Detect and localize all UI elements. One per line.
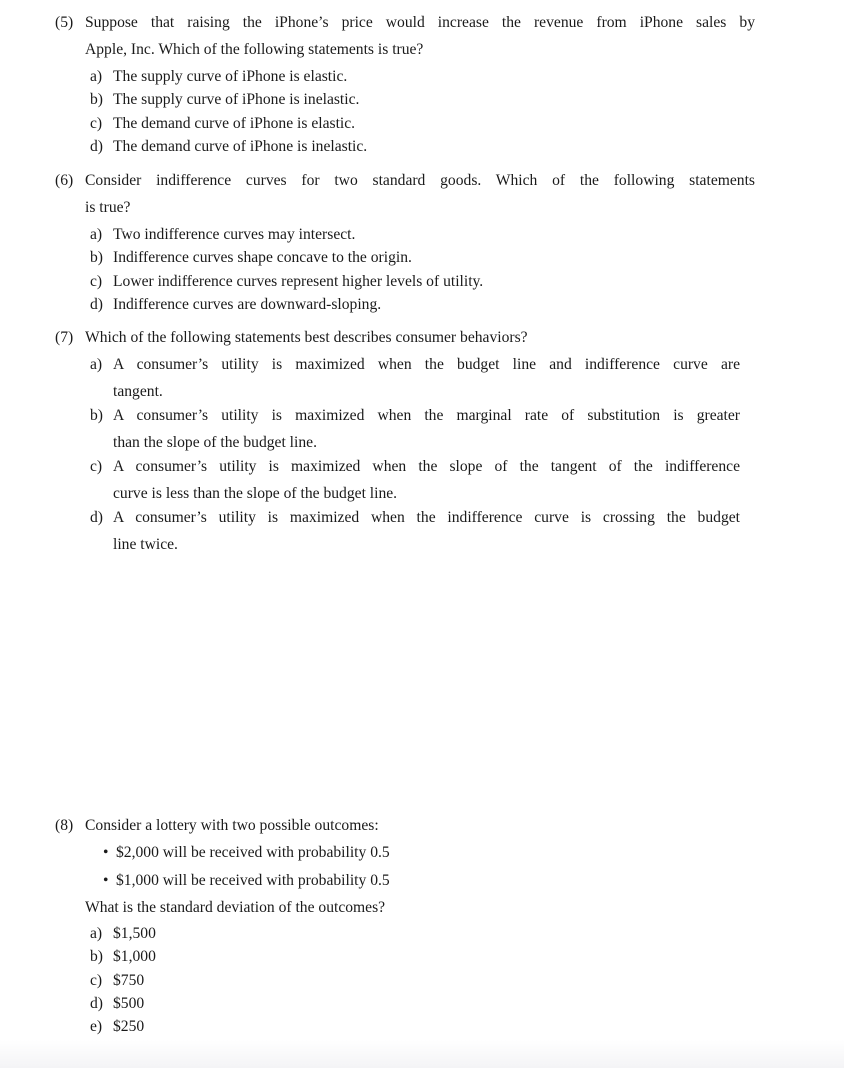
option-text: A consumer’s utility is maximized when the slope of the tangent of the indifference — [113, 458, 740, 475]
option-d — [90, 504, 755, 558]
option-b — [90, 88, 755, 111]
question-6 — [55, 167, 755, 316]
option-label: e) — [90, 1018, 103, 1036]
bullet-text: $2,000 will be received with probability 0.5 — [116, 844, 390, 861]
question-number: (6) — [55, 172, 74, 189]
options-list — [90, 351, 755, 558]
option-d — [90, 135, 755, 158]
options-list — [90, 223, 755, 316]
option-text: Indifference curves are downward-sloping. — [113, 295, 382, 313]
option-label: a) — [90, 356, 103, 373]
option-label: b) — [90, 407, 103, 424]
question-6-line-2 — [55, 194, 755, 221]
question-text: is true? — [85, 199, 131, 216]
bullet-icon: • — [103, 871, 109, 889]
option-text-continued: tangent. — [113, 383, 163, 400]
option-label: a) — [90, 68, 103, 85]
question-text: Apple, Inc. Which of the following statements is true? — [85, 41, 424, 58]
option-label: a) — [90, 925, 103, 942]
option-text: $250 — [113, 1018, 145, 1036]
option-c — [90, 453, 755, 507]
question-text: Consider indifference curves for two standard goods. Which of the following statements — [85, 172, 755, 189]
option-text: A consumer’s utility is maximized when the marginal rate of substitution is greater — [113, 407, 740, 424]
option-a — [90, 922, 755, 945]
option-b — [90, 402, 755, 456]
option-text: The demand curve of iPhone is inelastic. — [113, 137, 368, 155]
option-a — [90, 223, 755, 246]
option-d — [90, 293, 755, 316]
option-label: b) — [90, 948, 103, 966]
question-5-line-2 — [55, 36, 755, 63]
option-d — [90, 992, 755, 1015]
option-label: b) — [90, 249, 103, 267]
option-text: $750 — [113, 971, 145, 989]
option-c — [90, 969, 755, 992]
bullet-item — [103, 839, 755, 867]
option-text-continued: curve is less than the slope of the budget line. — [113, 485, 398, 502]
option-text-continued: line twice. — [113, 536, 178, 553]
question-6-line-1 — [55, 167, 755, 194]
question-8 — [55, 812, 755, 1038]
question-5 — [55, 9, 755, 158]
option-label: d) — [90, 509, 103, 526]
option-text: Two indifference curves may intersect. — [113, 226, 356, 243]
option-text: A consumer’s utility is maximized when the budget line and indifference curve are — [113, 356, 740, 373]
options-list — [90, 65, 755, 158]
question-number: (8) — [55, 817, 74, 834]
option-text: The supply curve of iPhone is elastic. — [113, 68, 348, 85]
option-e — [90, 1015, 755, 1038]
bullet-icon: • — [103, 844, 109, 861]
option-text: $1,500 — [113, 925, 156, 942]
option-c — [90, 270, 755, 293]
question-5-line-1 — [55, 9, 755, 36]
option-text: The demand curve of iPhone is elastic. — [113, 114, 356, 132]
option-b — [90, 945, 755, 968]
page-bottom-edge — [0, 1040, 844, 1068]
question-7 — [55, 324, 755, 558]
question-text: Which of the following statements best describes consumer behaviors? — [85, 329, 528, 346]
options-list — [90, 922, 755, 1038]
option-label: c) — [90, 971, 103, 989]
option-label: c) — [90, 272, 103, 290]
question-8-line-1 — [55, 812, 755, 839]
question-text: Suppose that raising the iPhone’s price would increase the revenue from iPhone sales by — [85, 14, 755, 31]
question-number: (7) — [55, 329, 74, 346]
option-a — [90, 65, 755, 88]
option-label: b) — [90, 91, 103, 109]
option-a — [90, 351, 755, 405]
option-text: A consumer’s utility is maximized when the indifference curve is crossing the budget — [113, 509, 740, 526]
option-label: d) — [90, 295, 103, 313]
question-text: Consider a lottery with two possible outcomes: — [85, 817, 379, 834]
option-text: The supply curve of iPhone is inelastic. — [113, 91, 360, 109]
question-number: (5) — [55, 14, 74, 31]
option-text: $1,000 — [113, 948, 156, 966]
option-text: $500 — [113, 994, 145, 1012]
question-followup: What is the standard deviation of the outcomes? — [85, 899, 386, 916]
option-b — [90, 246, 755, 269]
option-text-continued: than the slope of the budget line. — [113, 434, 317, 451]
option-text: Indifference curves shape concave to the origin. — [113, 249, 412, 267]
bullet-list — [103, 839, 755, 894]
bullet-text: $1,000 will be received with probability 0.5 — [116, 871, 390, 889]
option-label: c) — [90, 458, 103, 475]
option-label: d) — [90, 994, 103, 1012]
option-label: a) — [90, 226, 103, 243]
question-7-line-1 — [55, 324, 755, 351]
option-label: c) — [90, 114, 103, 132]
bullet-item — [103, 867, 755, 895]
option-text: Lower indifference curves represent higher levels of utility. — [113, 272, 484, 290]
option-label: d) — [90, 137, 103, 155]
option-c — [90, 112, 755, 135]
